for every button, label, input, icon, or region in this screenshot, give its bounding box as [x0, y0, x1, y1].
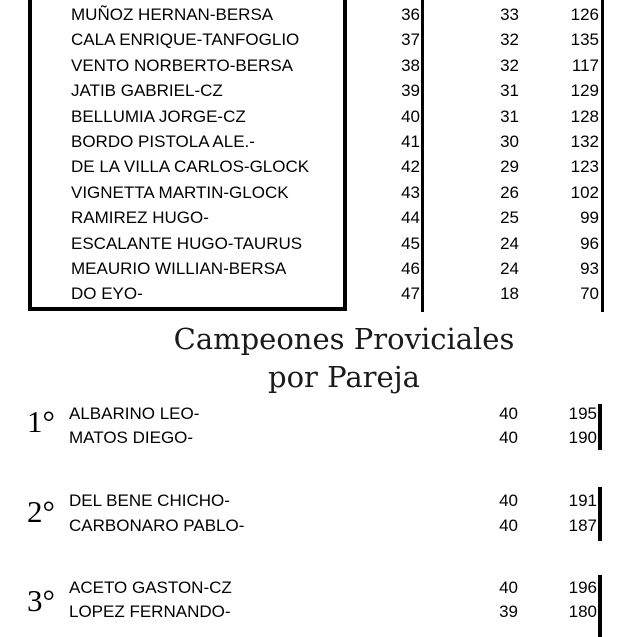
member-total: 196: [568, 578, 597, 597]
shooter-total: 117: [571, 55, 599, 75]
shooter-points: 18: [500, 284, 519, 304]
pair-divider: [598, 404, 602, 450]
shooter-name: BORDO PISTOLA ALE.-: [71, 132, 255, 151]
ranking-row: [0, 104, 635, 129]
shooter-total: 93: [580, 259, 599, 278]
ranking-row: [0, 129, 635, 154]
shooter-total: 128: [570, 106, 599, 126]
shooter-position: 42: [401, 157, 420, 177]
member-total: 190: [568, 428, 597, 447]
shooter-name: MUÑOZ HERNAN-BERSA: [71, 5, 274, 24]
member-total: 191: [568, 491, 597, 510]
shooter-position: 47: [401, 284, 420, 304]
pair-member-row: [0, 402, 635, 426]
shooter-position: 41: [401, 132, 420, 151]
shooter-total: 135: [570, 30, 599, 50]
shooter-position: 44: [401, 208, 420, 228]
member-points: 40: [499, 491, 518, 510]
shooter-points: 29: [500, 157, 519, 177]
shooter-points: 32: [500, 55, 519, 75]
pair-divider: [598, 487, 602, 541]
shooter-total: 70: [580, 284, 599, 304]
shooter-total: 123: [570, 157, 599, 177]
member-points: 39: [499, 602, 518, 621]
shooter-total: 96: [580, 233, 599, 253]
shooter-name: CALA ENRIQUE-TANFOGLIO: [71, 30, 300, 50]
member-points: 40: [499, 516, 518, 535]
ranking-row: [0, 281, 635, 306]
shooter-points: 31: [500, 81, 519, 101]
shooter-points: 26: [500, 182, 519, 202]
shooter-position: 46: [401, 259, 420, 278]
shooter-name: DE LA VILLA CARLOS-GLOCK: [71, 157, 310, 177]
shooter-total: 102: [570, 182, 599, 202]
ranking-row: [0, 154, 635, 179]
shooter-position: 43: [401, 182, 420, 202]
pair-divider: [598, 575, 602, 637]
pair-member-row: [0, 514, 635, 538]
shooter-total: 129: [570, 81, 599, 101]
shooter-name: BELLUMIA JORGE-CZ: [71, 106, 246, 126]
shooter-name: MEAURIO WILLIAN-BERSA: [71, 259, 287, 278]
member-name: DEL BENE CHICHO-: [69, 491, 230, 510]
shooter-name: JATIB GABRIEL-CZ: [71, 81, 223, 101]
pair-member-row: [0, 576, 635, 600]
shooter-name: VENTO NORBERTO-BERSA: [71, 55, 293, 75]
shooter-total: 132: [570, 132, 599, 151]
shooter-position: 36: [401, 5, 420, 24]
shooter-points: 24: [500, 233, 519, 253]
shooter-name: RAMIREZ HUGO-: [71, 208, 209, 228]
ranking-row: [0, 27, 635, 52]
shooter-points: 31: [500, 106, 519, 126]
ranking-row: [0, 256, 635, 281]
shooter-position: 39: [401, 81, 420, 101]
member-name: LOPEZ FERNANDO-: [69, 602, 231, 621]
member-points: 40: [499, 428, 518, 447]
member-points: 40: [499, 404, 518, 423]
pair-member-row: [0, 426, 635, 450]
ranking-row: [0, 78, 635, 103]
section-subtitle: por Pareja: [268, 360, 420, 394]
shooter-points: 25: [500, 208, 519, 228]
shooter-points: 33: [500, 5, 519, 24]
member-name: ALBARINO LEO-: [69, 404, 200, 423]
shooter-name: ESCALANTE HUGO-TAURUS: [71, 233, 303, 253]
shooter-name: VIGNETTA MARTIN-GLOCK: [71, 182, 289, 202]
member-name: CARBONARO PABLO-: [69, 516, 245, 535]
shooter-name: DO EYO-: [71, 284, 143, 304]
section-title: Campeones Proviciales: [173, 322, 515, 356]
place-label: 3°: [27, 583, 55, 618]
shooter-position: 40: [401, 106, 420, 126]
pair-member-row: [0, 600, 635, 624]
shooter-points: 30: [500, 132, 519, 151]
member-name: ACETO GASTON-CZ: [69, 578, 232, 597]
shooter-points: 32: [500, 30, 519, 50]
shooter-total: 99: [580, 208, 599, 228]
ranking-row: [0, 231, 635, 256]
pair-member-row: [0, 489, 635, 513]
member-points: 40: [499, 578, 518, 597]
place-label: 2°: [27, 494, 55, 529]
ranking-row: [0, 2, 635, 27]
place-label: 1°: [27, 404, 55, 439]
ranking-row: [0, 205, 635, 230]
member-total: 180: [568, 602, 597, 621]
shooter-position: 38: [401, 55, 420, 75]
shooter-total: 126: [570, 5, 599, 24]
member-name: MATOS DIEGO-: [69, 428, 194, 447]
ranking-row: [0, 53, 635, 78]
ranking-row: [0, 180, 635, 205]
member-total: 187: [568, 516, 597, 535]
shooter-position: 37: [401, 30, 420, 50]
shooter-points: 24: [500, 259, 519, 278]
member-total: 195: [568, 404, 597, 423]
shooter-position: 45: [401, 233, 420, 253]
